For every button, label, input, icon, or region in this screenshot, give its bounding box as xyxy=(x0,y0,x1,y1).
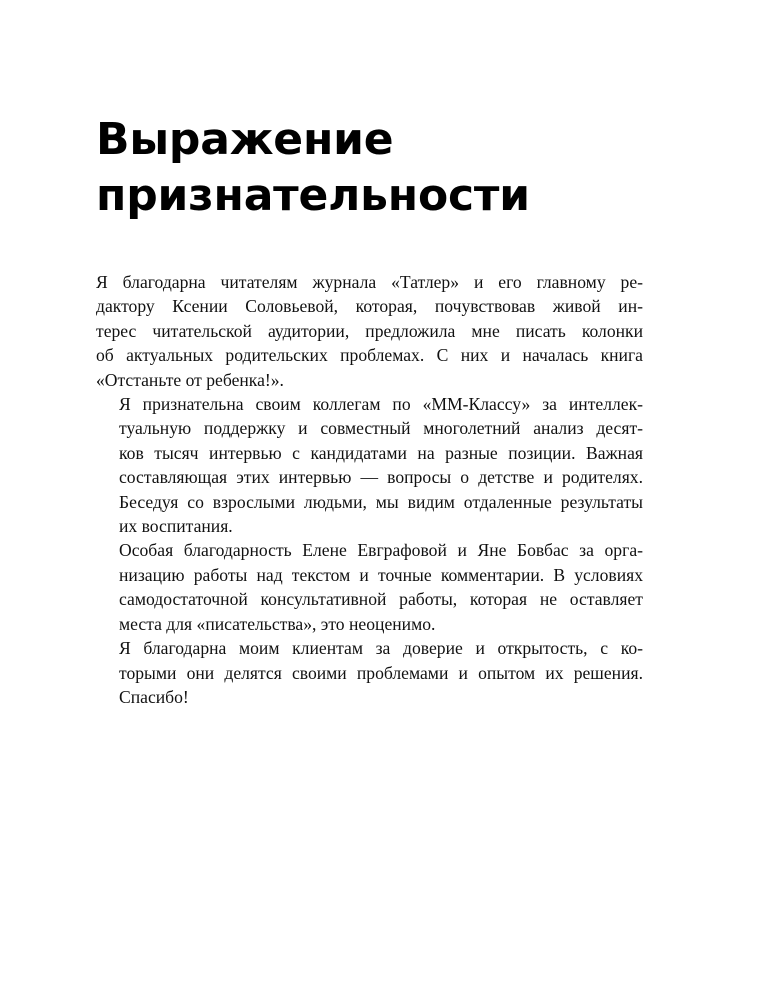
text-line: Беседуя со взрослыми людьми, мы видим отдаленные результаты xyxy=(119,491,643,512)
text-line: места для «писательства», это неоценимо. xyxy=(119,613,436,634)
text-line: низацию работы над текстом и точные комментарии. В условиях xyxy=(119,564,643,585)
text-line: Я признательна своим коллегам по «ММ-Классу» за интеллек- xyxy=(119,394,643,415)
text-line: ков тысяч интервью с кандидатами на разные позиции. Важная xyxy=(119,442,643,463)
title-line: признательности xyxy=(96,170,530,221)
page-title xyxy=(96,112,696,224)
text-line: Я благодарна читателям журнала «Татлер» и его главному ре- xyxy=(96,272,643,292)
text-line: об актуальных родительских проблемах. С них и началась книга xyxy=(96,345,643,366)
text-line: терес читательской аудитории, предложила мне писать колонки xyxy=(96,320,643,341)
text-line: Я благодарна моим клиентам за доверие и открытость, с ко- xyxy=(119,638,643,659)
text-line: дактору Ксении Соловьевой, которая, почувствовав живой ин- xyxy=(96,296,643,317)
paragraph-3 xyxy=(96,538,643,636)
text-line: самодостаточной консультативной работы, которая не оставляет xyxy=(119,589,643,610)
text-line: их воспитания. xyxy=(119,516,233,537)
text-line: торыми они делятся своими проблемами и опытом их решения. xyxy=(119,662,643,683)
paragraph-4 xyxy=(96,636,643,709)
paragraph-2 xyxy=(96,392,643,538)
text-line: Особая благодарность Елене Евграфовой и Яне Бовбас за орга- xyxy=(119,540,643,561)
text-line: «Отстаньте от ребенка!». xyxy=(96,369,284,390)
text-line: туальную поддержку и совместный многолетний анализ десят- xyxy=(119,418,643,439)
text-line: составляющая этих интервью — вопросы о детстве и родителях. xyxy=(119,467,643,488)
paragraph-1 xyxy=(96,270,643,392)
title-line: Выражение xyxy=(96,114,394,165)
body-text xyxy=(96,270,643,709)
text-line: Спасибо! xyxy=(119,686,189,707)
